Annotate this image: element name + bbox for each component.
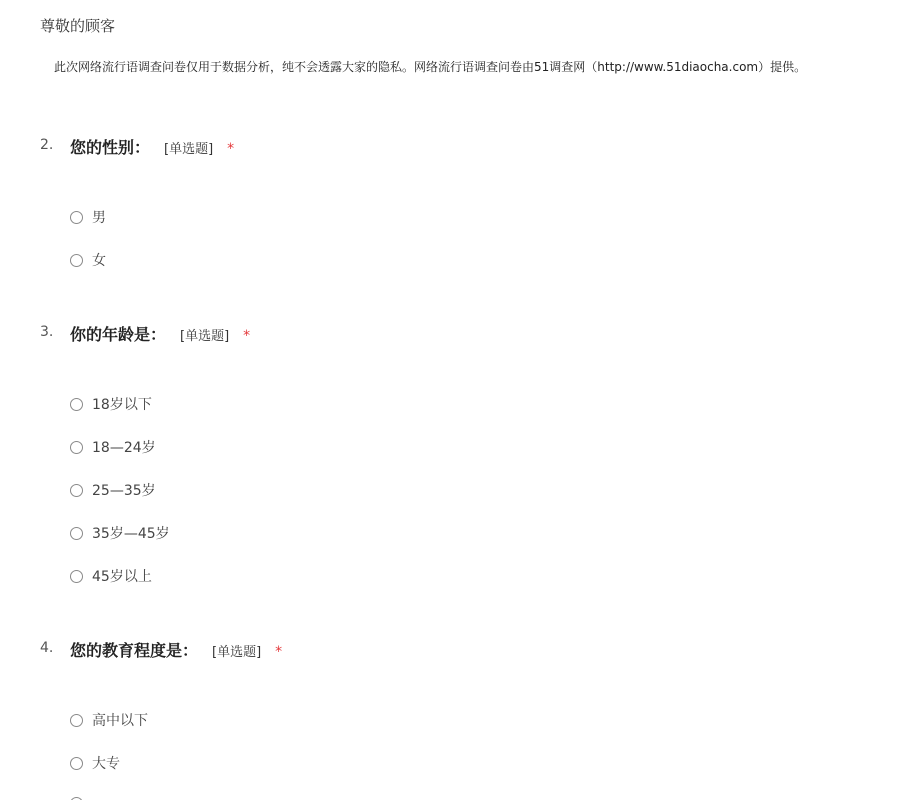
radio-unchecked-icon[interactable] <box>70 527 83 540</box>
greeting-heading: 尊敬的顾客 <box>40 17 116 35</box>
option-label: 高中以下 <box>92 713 148 729</box>
radio-unchecked-icon[interactable] <box>70 570 83 583</box>
option-label: 大专 <box>92 756 120 772</box>
question-type-tag: [单选题] <box>180 329 230 344</box>
radio-unchecked-icon[interactable] <box>70 797 83 800</box>
option-25-35[interactable] <box>70 480 156 500</box>
radio-unchecked-icon[interactable] <box>70 254 83 267</box>
option-label: 18岁以下 <box>92 397 152 413</box>
question-title-text: 您的性别： <box>70 138 151 157</box>
option-35-45[interactable] <box>70 523 170 543</box>
option-female[interactable] <box>70 250 106 270</box>
option-18-24[interactable] <box>70 437 156 457</box>
radio-unchecked-icon[interactable] <box>70 714 83 727</box>
question-title-text: 您的教育程度是： <box>70 641 199 660</box>
option-college[interactable] <box>70 753 120 773</box>
required-marker: * <box>227 141 235 157</box>
radio-unchecked-icon[interactable] <box>70 757 83 770</box>
required-marker: * <box>275 644 283 660</box>
option-over-45[interactable] <box>70 566 152 586</box>
question-title-text: 你的年龄是： <box>70 325 167 344</box>
question-title <box>70 322 250 345</box>
required-marker: * <box>243 328 251 344</box>
survey-intro-text: 此次网络流行语调查问卷仅用于数据分析，纯不会透露大家的隐私。网络流行语调查问卷由51调查网（http://www.51diaocha.com）提供。 <box>54 60 807 74</box>
question-type-tag: [单选题] <box>164 142 214 157</box>
option-label: 男 <box>92 210 106 226</box>
option-male[interactable] <box>70 207 106 227</box>
option-label: 45岁以上 <box>92 569 152 585</box>
question-number: 4. <box>40 640 54 656</box>
option-label: 35岁—45岁 <box>92 526 170 542</box>
option-label: 25—35岁 <box>92 483 156 499</box>
question-number: 3. <box>40 324 54 340</box>
option-partially-visible[interactable] <box>70 793 83 800</box>
option-label: 18—24岁 <box>92 440 156 456</box>
question-number: 2. <box>40 137 54 153</box>
option-label: 女 <box>92 253 106 269</box>
option-under-18[interactable] <box>70 394 152 414</box>
question-title <box>70 638 282 661</box>
radio-unchecked-icon[interactable] <box>70 441 83 454</box>
option-below-high-school[interactable] <box>70 710 148 730</box>
radio-unchecked-icon[interactable] <box>70 398 83 411</box>
question-title <box>70 135 234 158</box>
radio-unchecked-icon[interactable] <box>70 484 83 497</box>
question-type-tag: [单选题] <box>212 645 262 660</box>
radio-unchecked-icon[interactable] <box>70 211 83 224</box>
